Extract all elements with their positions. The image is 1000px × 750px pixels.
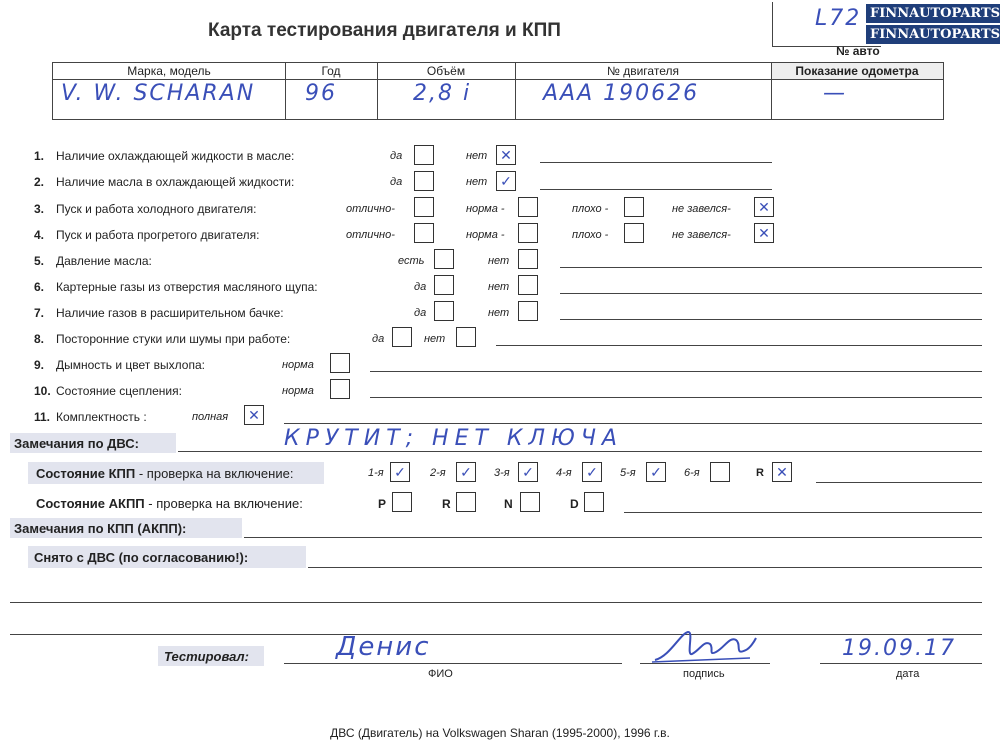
check-mark-icon: ✕: [776, 464, 788, 480]
q1-yes-checkbox[interactable]: [414, 145, 434, 165]
q3-normal-checkbox[interactable]: [518, 197, 538, 217]
q1-opt-yes: да: [390, 150, 403, 162]
q9-text: Дымность и цвет выхлопа:: [56, 358, 205, 372]
form-title: Карта тестирования двигателя и КПП: [208, 20, 561, 41]
q8-opt-no: нет: [424, 333, 446, 345]
q6-number: 6.: [34, 280, 45, 294]
q5-opt-yes: есть: [398, 255, 425, 267]
q4-opt-not-started: не завелся-: [672, 229, 731, 241]
akpp-p-label: P: [378, 497, 387, 511]
q1-number: 1.: [34, 149, 45, 163]
q10-text: Состояние сцепления:: [56, 384, 182, 398]
q10-opt-normal: норма: [282, 385, 314, 397]
col-volume: Объём: [377, 63, 515, 80]
q3-excellent-checkbox[interactable]: [414, 197, 434, 217]
page-caption: ДВС (Двигатель) на Volkswagen Sharan (1995-2000), 1996 г.в.: [330, 726, 670, 740]
brand-logo-1: FINNAUTOPARTS: [866, 4, 1000, 23]
q5-number: 5.: [34, 254, 45, 268]
signature-image: [650, 626, 760, 666]
check-mark-icon: ✕: [500, 147, 512, 163]
q4-opt-normal: норма -: [466, 229, 505, 241]
q5-opt-no: нет: [488, 255, 510, 267]
kpp-gear-3-checkbox[interactable]: [518, 462, 538, 482]
col-odometer: Показание одометра: [771, 63, 943, 80]
tested-label: Тестировал:: [164, 649, 249, 664]
q8-no-checkbox[interactable]: [456, 327, 476, 347]
q4-number: 4.: [34, 228, 45, 242]
kpp-gear-4-label: 4-я: [556, 467, 572, 479]
akpp-n-label: N: [504, 497, 513, 511]
value-year: 96: [305, 81, 337, 106]
kpp-gear-3-label: 3-я: [494, 467, 510, 479]
q8-number: 8.: [34, 332, 45, 346]
tick-mark-icon: ✓: [586, 464, 598, 480]
q9-number: 9.: [34, 358, 45, 372]
date-value: 19.09.17: [842, 636, 956, 661]
akpp-p-checkbox[interactable]: [392, 492, 412, 512]
q3-number: 3.: [34, 202, 45, 216]
q8-text: Посторонние стуки или шумы при работе:: [56, 332, 291, 346]
q3-opt-normal: норма -: [466, 203, 505, 215]
q4-excellent-checkbox[interactable]: [414, 223, 434, 243]
tester-name: Денис: [336, 632, 431, 662]
q5-no-checkbox[interactable]: [518, 249, 538, 269]
q9-opt-normal: норма: [282, 359, 314, 371]
q4-text: Пуск и работа прогретого двигателя:: [56, 228, 260, 242]
q3-opt-not-started: не завелся-: [672, 203, 731, 215]
remarks-dvs-label: Замечания по ДВС:: [14, 436, 139, 451]
akpp-r-label: R: [442, 497, 451, 511]
akpp-label: Состояние АКПП - проверка на включение:: [36, 496, 303, 511]
q4-not-started-checkbox[interactable]: [754, 223, 774, 243]
q10-number: 10.: [34, 384, 51, 398]
q8-opt-yes: да: [372, 333, 385, 345]
value-odometer: —: [823, 81, 847, 106]
q3-bad-checkbox[interactable]: [624, 197, 644, 217]
kpp-label: Состояние КПП - проверка на включение:: [36, 466, 294, 481]
kpp-gear-2-checkbox[interactable]: [456, 462, 476, 482]
auto-number-value: L72: [815, 6, 862, 31]
kpp-gear-5-checkbox[interactable]: [646, 462, 666, 482]
kpp-gear-r-label: R: [756, 467, 764, 479]
akpp-r-checkbox[interactable]: [456, 492, 476, 512]
value-engine-no: AAA 190626: [543, 81, 700, 106]
q7-yes-checkbox[interactable]: [434, 301, 454, 321]
q7-no-checkbox[interactable]: [518, 301, 538, 321]
kpp-gear-r-checkbox[interactable]: [772, 462, 792, 482]
q6-yes-checkbox[interactable]: [434, 275, 454, 295]
q3-opt-bad: плохо -: [572, 203, 609, 215]
q11-number: 11.: [34, 410, 51, 424]
kpp-gear-6-label: 6-я: [684, 467, 700, 479]
col-make-model: Марка, модель: [53, 63, 285, 80]
q4-opt-excellent: отлично-: [346, 229, 395, 241]
q5-yes-checkbox[interactable]: [434, 249, 454, 269]
q7-number: 7.: [34, 306, 45, 320]
q2-text: Наличие масла в охлаждающей жидкости:: [56, 175, 295, 189]
q11-text: Комплектность :: [56, 410, 147, 424]
q6-no-checkbox[interactable]: [518, 275, 538, 295]
q6-opt-no: нет: [488, 281, 510, 293]
check-mark-icon: ✕: [758, 225, 770, 241]
akpp-d-checkbox[interactable]: [584, 492, 604, 512]
q9-normal-checkbox[interactable]: [330, 353, 350, 373]
q7-text: Наличие газов в расширительном бачке:: [56, 306, 284, 320]
kpp-gear-2-label: 2-я: [430, 467, 446, 479]
removed-label: Снято с ДВС (по согласованию!):: [34, 550, 249, 565]
brand-logo-2: FINNAUTOPARTS: [866, 25, 1000, 44]
q8-yes-checkbox[interactable]: [392, 327, 412, 347]
remarks-dvs-value: КРУТИТ; НЕТ КЛЮЧА: [284, 426, 623, 451]
q3-opt-excellent: отлично-: [346, 203, 395, 215]
q4-opt-bad: плохо -: [572, 229, 609, 241]
q6-text: Картерные газы из отверстия масляного щупа:: [56, 280, 318, 294]
kpp-gear-6-checkbox[interactable]: [710, 462, 730, 482]
date-label: дата: [896, 668, 920, 680]
q1-opt-no: нет: [466, 150, 488, 162]
value-volume: 2,8 i: [413, 81, 472, 106]
akpp-n-checkbox[interactable]: [520, 492, 540, 512]
q1-no-checkbox[interactable]: [496, 145, 516, 165]
q4-bad-checkbox[interactable]: [624, 223, 644, 243]
check-mark-icon: ✕: [248, 407, 260, 423]
auto-number-label: № авто: [836, 44, 880, 58]
q2-opt-yes: да: [390, 176, 403, 188]
kpp-gear-1-label: 1-я: [368, 467, 384, 479]
q5-text: Давление масла:: [56, 254, 152, 268]
q7-opt-yes: да: [414, 307, 427, 319]
q3-text: Пуск и работа холодного двигателя:: [56, 202, 257, 216]
vehicle-info-table: [52, 62, 944, 120]
remarks-kpp-label: Замечания по КПП (АКПП):: [14, 521, 187, 536]
q2-opt-no: нет: [466, 176, 488, 188]
tick-mark-icon: ✓: [460, 464, 472, 480]
q3-not-started-checkbox[interactable]: [754, 197, 774, 217]
col-year: Год: [285, 63, 377, 80]
q2-number: 2.: [34, 175, 45, 189]
q11-full-checkbox[interactable]: [244, 405, 264, 425]
check-mark-icon: ✕: [758, 199, 770, 215]
akpp-d-label: D: [570, 497, 579, 511]
kpp-gear-1-checkbox[interactable]: [390, 462, 410, 482]
q10-normal-checkbox[interactable]: [330, 379, 350, 399]
q7-opt-no: нет: [488, 307, 510, 319]
tick-mark-icon: ✓: [522, 464, 534, 480]
q6-opt-yes: да: [414, 281, 427, 293]
tick-mark-icon: ✓: [500, 173, 512, 189]
fio-label: ФИО: [428, 668, 453, 680]
q11-opt-full: полная: [192, 411, 229, 423]
q2-yes-checkbox[interactable]: [414, 171, 434, 191]
tick-mark-icon: ✓: [394, 464, 406, 480]
q4-normal-checkbox[interactable]: [518, 223, 538, 243]
tick-mark-icon: ✓: [650, 464, 662, 480]
col-engine-no: № двигателя: [515, 63, 771, 80]
value-make-model: V. W. SCHARAN: [61, 81, 256, 106]
signature-label: подпись: [683, 668, 725, 680]
q1-text: Наличие охлаждающей жидкости в масле:: [56, 149, 295, 163]
q2-no-checkbox[interactable]: [496, 171, 516, 191]
kpp-gear-4-checkbox[interactable]: [582, 462, 602, 482]
kpp-gear-5-label: 5-я: [620, 467, 636, 479]
